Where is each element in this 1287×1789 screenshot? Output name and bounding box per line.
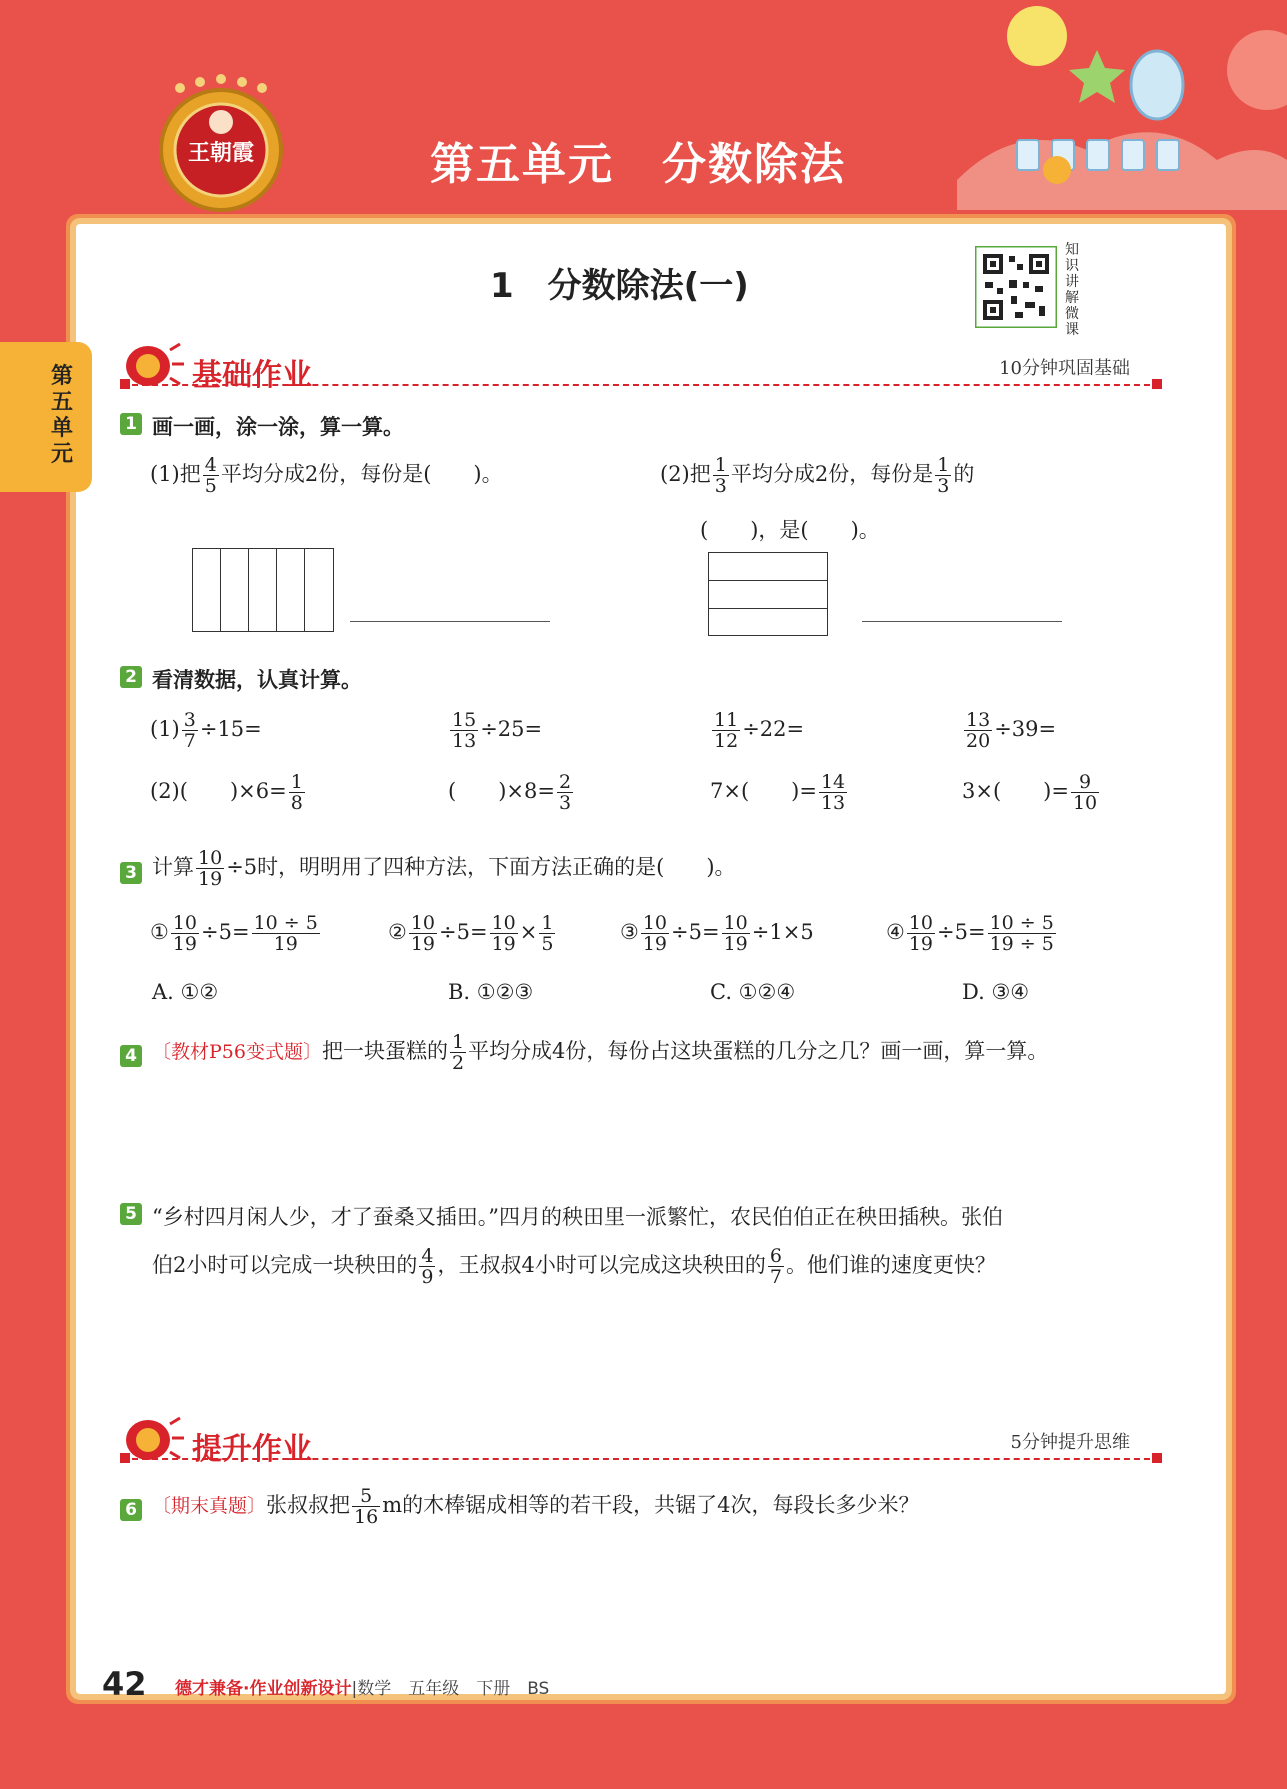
section-divider xyxy=(122,384,1160,386)
q3-method-2: ② $\frac{10}{19}$ ÷5= $\frac{10}{19}$ × $\frac{1}{5}$ xyxy=(388,912,554,955)
source-tag: 〔期末真题〕 xyxy=(152,1495,267,1517)
q1-rectangle-2[interactable] xyxy=(708,552,828,636)
q6-question: 〔期末真题〕张叔叔把 $\frac{5}{16}$ m的木棒锯成相等的若干段，共锯了4次，每段长多少米？ xyxy=(152,1485,920,1528)
header-decoration xyxy=(957,0,1287,210)
question-number: 2 xyxy=(120,666,142,688)
qr-code-icon[interactable] xyxy=(975,246,1057,328)
question-number: 3 xyxy=(120,862,142,884)
brand-logo xyxy=(150,74,292,216)
q5-line-1: “乡村四月闲人少，才了蚕桑又插田。”四月的秧田里一派繁忙，农民伯伯正在秧田插秧。张伯 xyxy=(152,1205,1003,1229)
q4-question: 〔教材P56变式题〕把一块蛋糕的 $\frac{1}{2}$ 平均分成4份，每份占这块蛋糕的几分之几？画一画，算一算。 xyxy=(152,1031,1049,1074)
worksheet-page xyxy=(76,224,1226,1694)
qr-label: 知识讲解微课 xyxy=(1065,242,1079,338)
bulb-icon xyxy=(122,1414,184,1470)
question-number: 6 xyxy=(120,1499,142,1521)
side-tab-label: 第五单元 xyxy=(50,364,73,467)
q1-part1: (1)把 $\frac{4}{5}$ 平均分成2份，每份是( )。 xyxy=(150,454,503,497)
footer-text: 德才兼备·作业创新设计|数学 五年级 下册 BS xyxy=(175,1679,550,1699)
question-number: 4 xyxy=(120,1045,142,1067)
q2-item[interactable]: 3×( )= $\frac{9}{10}$ xyxy=(962,771,1098,814)
q1-answer-line-1[interactable] xyxy=(350,621,550,622)
section-basic-note: 10分钟巩固基础 xyxy=(999,358,1130,379)
section-divider xyxy=(122,1458,1160,1460)
divider-end xyxy=(1152,379,1162,389)
q3-option-b[interactable]: B. ①②③ xyxy=(448,980,534,1004)
divider-end xyxy=(1152,1453,1162,1463)
q2-item[interactable]: 7×( )= $\frac{14}{13}$ xyxy=(710,771,846,814)
unit-side-tab[interactable] xyxy=(0,342,92,492)
unit-title: 第五单元 分数除法 xyxy=(430,139,846,190)
q3-question: 计算 $\frac{10}{19}$ ÷5时，明明用了四种方法，下面方法正确的是( )。 xyxy=(152,847,736,890)
q2-item[interactable]: (1) $\frac{3}{7}$ ÷15= xyxy=(150,709,262,752)
q3-method-4: ④ $\frac{10}{19}$ ÷5= $\frac{10 \div 5}{19 \div 5}$ xyxy=(886,912,1054,955)
q2-item[interactable]: $\frac{15}{13}$ ÷25= xyxy=(452,709,543,752)
q3-option-a[interactable]: A. ①② xyxy=(152,980,219,1004)
q1-part2: (2)把 $\frac{1}{3}$ 平均分成2份，每份是 $\frac{1}{3}$ 的 xyxy=(660,454,975,497)
q1-rectangle-1[interactable] xyxy=(192,548,334,632)
section-basic-title: 基础作业 xyxy=(192,358,312,393)
q2-item[interactable]: $\frac{13}{20}$ ÷39= xyxy=(966,709,1057,752)
source-tag: 〔教材P56变式题〕 xyxy=(152,1041,322,1063)
svg-text:王朝霞: 王朝霞 xyxy=(187,141,255,166)
q1-answer-line-2[interactable] xyxy=(862,621,1062,622)
q2-item[interactable]: ( )×8= $\frac{2}{3}$ xyxy=(448,771,572,814)
question-number: 1 xyxy=(120,413,142,435)
section-basic-header xyxy=(122,340,1160,393)
q2-instruction: 看清数据，认真计算。 xyxy=(152,668,362,692)
q2-item[interactable]: (2)( )×6= $\frac{1}{8}$ xyxy=(150,771,303,814)
section-advanced-note: 5分钟提升思维 xyxy=(1010,1432,1130,1453)
question-number: 5 xyxy=(120,1203,142,1225)
page-number: 42 xyxy=(102,1665,147,1703)
section-advanced-header xyxy=(122,1414,1160,1467)
bulb-icon xyxy=(122,340,184,396)
q3-method-3: ③ $\frac{10}{19}$ ÷5= $\frac{10}{19}$ ÷1×5 xyxy=(620,912,814,955)
q1-instruction: 画一画，涂一涂，算一算。 xyxy=(152,415,404,439)
q3-option-d[interactable]: D. ③④ xyxy=(962,980,1030,1004)
section-advanced-title: 提升作业 xyxy=(192,1432,312,1467)
q3-method-1: ① $\frac{10}{19}$ ÷5= $\frac{10 \div 5}{19}$ xyxy=(150,912,318,955)
q1-part2-answer[interactable]: ( )，是( )。 xyxy=(700,518,880,542)
divider-end xyxy=(120,1453,130,1463)
q3-option-c[interactable]: C. ①②④ xyxy=(710,980,796,1004)
q5-line-2: 伯2小时可以完成一块秧田的 $\frac{4}{9}$ ，王叔叔4小时可以完成这块秧田的 $\frac{6}{7}$ 。他们谁的速度更快？ xyxy=(152,1245,996,1288)
lesson-title: 1 分数除法(一) xyxy=(490,266,749,306)
divider-end xyxy=(120,379,130,389)
q2-item[interactable]: $\frac{11}{12}$ ÷22= xyxy=(714,709,805,752)
